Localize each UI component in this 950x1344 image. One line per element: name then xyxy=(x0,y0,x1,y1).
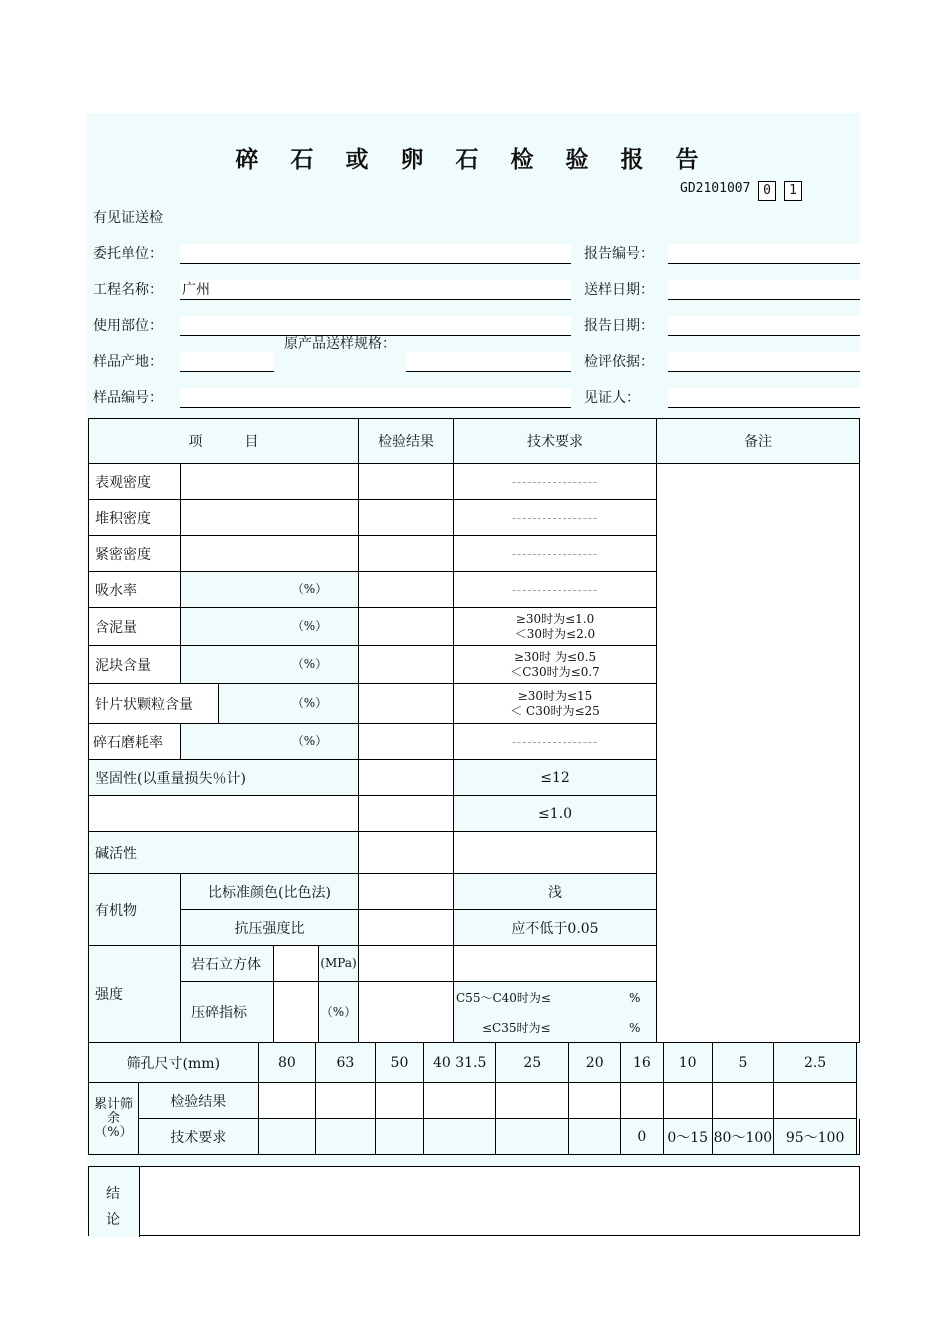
witness-person-field[interactable] xyxy=(668,388,860,408)
crush-req-unit-2: % xyxy=(629,1021,641,1035)
clay-req-line-2: ＜C30时为≤0.7 xyxy=(510,664,600,679)
clay-lump-label: 泥块含量 xyxy=(89,646,181,684)
flaky-unit: （%） xyxy=(219,684,359,724)
basis-label: 检评依据： xyxy=(584,354,654,370)
report-title: 碎 石 或 卵 石 检 验 报 告 xyxy=(235,146,711,173)
sieve-result-cell[interactable] xyxy=(316,1083,376,1119)
code-digit-2[interactable]: 1 xyxy=(784,181,802,201)
form-code: GD2101007 xyxy=(680,181,751,196)
bulk-density-req: ----------------- xyxy=(454,500,657,536)
sieve-size: 31.5 xyxy=(455,1054,487,1071)
soundness-result[interactable] xyxy=(359,760,454,796)
organic-color-req: 浅 xyxy=(454,874,657,910)
sieve-result-cell[interactable] xyxy=(496,1083,569,1119)
flaky-req-line-1: ≥30时为≤15 xyxy=(517,688,593,703)
sieve-req-cell xyxy=(375,1119,424,1155)
sieve-size: 40 xyxy=(432,1054,451,1071)
sieve-size: 10 xyxy=(663,1043,712,1083)
code-digit-1[interactable]: 0 xyxy=(758,181,776,201)
alkali-req xyxy=(454,832,657,874)
sieve-result-cell[interactable] xyxy=(774,1083,857,1119)
basis-field[interactable] xyxy=(668,352,860,372)
sieve-req-cell: 80～100 xyxy=(712,1119,774,1155)
sieve-req-label: 技术要求 xyxy=(138,1119,258,1155)
organic-strength-req: 应不低于0.05 xyxy=(454,910,657,946)
bulk-density-label: 堆积密度 xyxy=(89,500,181,536)
report-date-field[interactable] xyxy=(668,316,860,336)
sieve-req-cell: 0 xyxy=(621,1119,664,1155)
sieve-req-cell: 95～100 xyxy=(774,1119,857,1155)
sieve-req-cell xyxy=(569,1119,621,1155)
sieve-size: 5 xyxy=(712,1043,774,1083)
bulk-density-result[interactable] xyxy=(359,500,454,536)
sieve-req-cell xyxy=(424,1119,496,1155)
mud-content-unit: （%） xyxy=(181,608,359,646)
compact-density-result[interactable] xyxy=(359,536,454,572)
test-table xyxy=(88,418,860,1043)
rock-cube-result[interactable] xyxy=(359,946,454,982)
sieve-result-row xyxy=(89,1083,860,1119)
clay-lump-unit: （%） xyxy=(181,646,359,684)
sample-no-label: 样品编号： xyxy=(93,390,163,406)
apparent-density-unit xyxy=(181,464,359,500)
sieve-result-cell[interactable] xyxy=(375,1083,424,1119)
witness-person-label: 见证人： xyxy=(584,390,640,406)
origin-field[interactable] xyxy=(180,352,274,372)
report-sheet xyxy=(86,113,860,1228)
blank-row-result[interactable] xyxy=(359,796,454,832)
organic-strength-result[interactable] xyxy=(359,910,454,946)
sieve-result-cell[interactable] xyxy=(621,1083,664,1119)
cumulative-label: 累计筛余（%） xyxy=(89,1083,139,1155)
conclusion-label-cell xyxy=(89,1167,140,1237)
use-part-label: 使用部位： xyxy=(93,318,163,334)
rock-cube-blank xyxy=(274,946,319,982)
flaky-result[interactable] xyxy=(359,684,454,724)
crush-index-req xyxy=(454,982,657,1043)
mud-req-line-1: ≥30时为≤1.0 xyxy=(515,611,595,626)
organic-color-result[interactable] xyxy=(359,874,454,910)
rock-cube-label: 岩石立方体 xyxy=(181,946,274,982)
sieve-size: 16 xyxy=(621,1043,664,1083)
sieve-size: 2.5 xyxy=(774,1043,857,1083)
water-absorption-label: 吸水率 xyxy=(89,572,181,608)
sieve-req-cell: 0～15 xyxy=(663,1119,712,1155)
sieve-result-cell[interactable] xyxy=(569,1083,621,1119)
crush-req-line-1: C55～C40时为≤ xyxy=(456,991,551,1005)
abrasion-unit: （%） xyxy=(181,724,359,760)
crush-index-blank xyxy=(274,982,319,1043)
alkali-result[interactable] xyxy=(359,832,454,874)
crush-req-line-2: ≤C35时为≤ xyxy=(482,1021,551,1035)
blank-row-label xyxy=(89,796,359,832)
organic-label: 有机物 xyxy=(89,874,181,946)
sieve-req-cell xyxy=(496,1119,569,1155)
organic-strength-label: 抗压强度比 xyxy=(181,910,359,946)
compact-density-unit xyxy=(181,536,359,572)
crush-req-unit-1: % xyxy=(629,991,641,1005)
remark-cell[interactable] xyxy=(657,464,860,1043)
sieve-result-cell[interactable] xyxy=(712,1083,774,1119)
mud-content-label: 含泥量 xyxy=(89,608,181,646)
sieve-req-cell xyxy=(316,1119,376,1155)
conclusion-label: 结论 xyxy=(106,1186,120,1228)
crush-index-label: 压碎指标 xyxy=(181,982,274,1043)
water-absorption-unit: （%） xyxy=(181,572,359,608)
sieve-result-cell[interactable] xyxy=(424,1083,496,1119)
compact-density-req: ----------------- xyxy=(454,536,657,572)
project-name-field[interactable]: 广州 xyxy=(180,280,571,300)
origin-label: 样品产地： xyxy=(93,354,163,370)
sieve-size: 50 xyxy=(375,1043,424,1083)
mud-content-req xyxy=(454,608,657,646)
send-date-label: 送样日期： xyxy=(584,282,654,298)
sieve-req-cell xyxy=(258,1119,316,1155)
sieve-size-pair xyxy=(424,1043,496,1083)
entrust-unit-field[interactable] xyxy=(180,244,571,264)
spec-field[interactable] xyxy=(406,352,571,372)
col-requirement-header: 技术要求 xyxy=(454,419,657,464)
mud-content-result[interactable] xyxy=(359,608,454,646)
clay-lump-req xyxy=(454,646,657,684)
bulk-density-unit xyxy=(181,500,359,536)
sieve-result-cell[interactable] xyxy=(663,1083,712,1119)
sieve-size: 20 xyxy=(569,1043,621,1083)
clay-lump-result[interactable] xyxy=(359,646,454,684)
abrasion-result[interactable] xyxy=(359,724,454,760)
crush-index-result[interactable] xyxy=(359,982,454,1043)
witness-label: 有见证送检 xyxy=(93,210,163,226)
compact-density-label: 紧密密度 xyxy=(89,536,181,572)
col-result-header: 检验结果 xyxy=(359,419,454,464)
sieve-size: 25 xyxy=(496,1043,569,1083)
strength-label: 强度 xyxy=(89,946,181,1043)
water-absorption-req: ----------------- xyxy=(454,572,657,608)
sieve-req-cell xyxy=(857,1119,860,1155)
project-name-label: 工程名称： xyxy=(93,282,163,298)
report-no-field[interactable] xyxy=(668,244,860,264)
sieve-label: 筛孔尺寸(mm) xyxy=(89,1043,259,1083)
soundness-req: ≤12 xyxy=(454,760,657,796)
conclusion-box[interactable] xyxy=(88,1166,860,1236)
sieve-result-label: 检验结果 xyxy=(138,1083,258,1119)
soundness-label: 坚固性(以重量损失％计) xyxy=(89,760,359,796)
col-item-header: 项 目 xyxy=(89,419,359,464)
report-no-label: 报告编号： xyxy=(584,246,654,262)
use-part-field[interactable] xyxy=(180,316,571,336)
abrasion-req: ----------------- xyxy=(454,724,657,760)
sieve-req-row xyxy=(89,1119,860,1155)
alkali-label: 碱活性 xyxy=(89,832,359,874)
report-date-label: 报告日期： xyxy=(584,318,654,334)
sample-no-field[interactable] xyxy=(180,388,571,408)
blank-row-req: ≤1.0 xyxy=(454,796,657,832)
sieve-grid xyxy=(88,1042,860,1155)
sieve-table xyxy=(88,1042,860,1155)
col-remark-header: 备注 xyxy=(657,419,860,464)
apparent-density-req: ----------------- xyxy=(454,464,657,500)
clay-req-line-1: ≥30时 为≤0.5 xyxy=(513,649,597,664)
sieve-size: 63 xyxy=(316,1043,376,1083)
mud-req-line-2: ＜30时为≤2.0 xyxy=(514,626,596,641)
flaky-req xyxy=(454,684,657,724)
organic-color-label: 比标准颜色(比色法) xyxy=(181,874,359,910)
rock-cube-req xyxy=(454,946,657,982)
crush-index-unit: （%） xyxy=(319,982,359,1043)
abrasion-label: 碎石磨耗率 xyxy=(89,724,181,760)
flaky-req-line-2: ＜ C30时为≤25 xyxy=(510,703,600,718)
sieve-size: 80 xyxy=(258,1043,316,1083)
sieve-size-row xyxy=(89,1043,860,1083)
flaky-label: 针片状颗粒含量 xyxy=(89,684,219,724)
entrust-unit-label: 委托单位： xyxy=(93,246,163,262)
spec-label: 原产品送样规格： xyxy=(284,336,396,352)
water-absorption-result[interactable] xyxy=(359,572,454,608)
send-date-field[interactable] xyxy=(668,280,860,300)
sieve-result-cell[interactable] xyxy=(258,1083,316,1119)
apparent-density-label: 表观密度 xyxy=(89,464,181,500)
rock-cube-unit: (MPa) xyxy=(319,946,359,982)
apparent-density-result[interactable] xyxy=(359,464,454,500)
